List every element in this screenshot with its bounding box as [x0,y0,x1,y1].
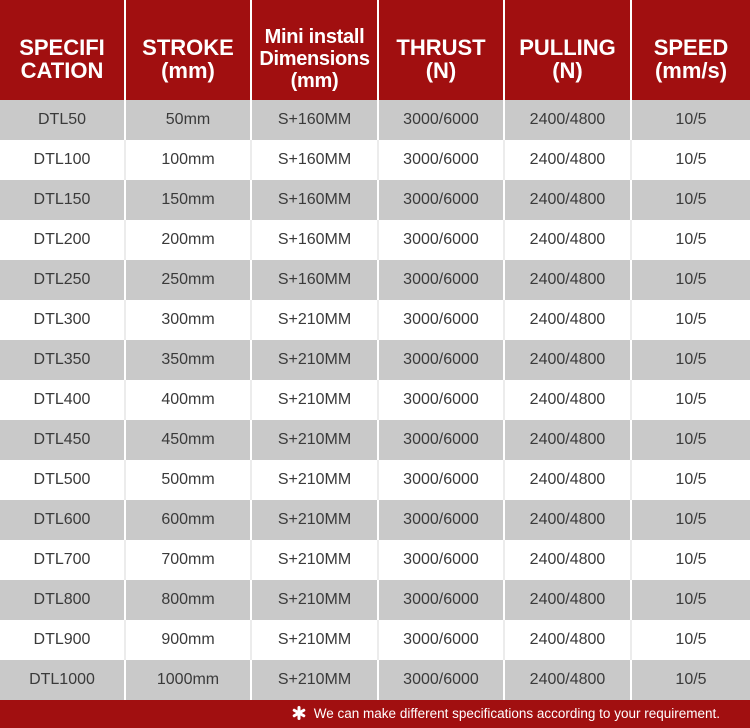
cell-pulling: 2400/4800 [503,140,630,180]
cell-thrust: 3000/6000 [377,180,503,220]
cell-specification: DTL350 [33,351,91,368]
cell-pulling: 2400/4800 [503,420,630,460]
cell-pulling: 2400/4800 [503,100,630,140]
cell-thrust: 3000/6000 [377,340,503,380]
header-line: SPEED [653,35,729,60]
cell-stroke: 700mm [124,540,250,580]
header-line: (N) [425,58,457,83]
cell-stroke: 1000mm [124,660,250,700]
asterisk-icon [292,706,306,720]
cell-speed: 10/5 [630,500,750,540]
table-row [0,500,750,540]
cell-stroke: 100mm [124,140,250,180]
cell-specification: DTL100 [33,151,91,168]
table-row [0,340,750,380]
cell-pulling: 2400/4800 [503,540,630,580]
cell-specification: DTL150 [33,191,91,208]
cell-install-dimensions: S+210MM [250,580,377,620]
cell-pulling: 2400/4800 [503,660,630,700]
cell-speed: 10/5 [630,580,750,620]
cell-pulling: 2400/4800 [503,300,630,340]
cell-stroke: 600mm [124,500,250,540]
cell-speed: 10/5 [630,100,750,140]
header-line: (mm/s) [654,58,728,83]
cell-install-dimensions: S+210MM [250,420,377,460]
header-stroke [124,0,250,100]
header-line: (N) [552,58,583,83]
cell-thrust: 3000/6000 [377,620,503,660]
cell-install-dimensions: S+210MM [250,340,377,380]
header-line: Dimensions [259,48,370,70]
cell-specification: DTL400 [33,391,91,408]
cell-speed: 10/5 [630,540,750,580]
cell-speed: 10/5 [630,660,750,700]
cell-speed: 10/5 [630,140,750,180]
cell-pulling: 2400/4800 [503,180,630,220]
table-row [0,580,750,620]
header-line: THRUST [396,35,486,60]
table-row [0,220,750,260]
footer-note [0,700,750,728]
cell-speed: 10/5 [630,340,750,380]
cell-install-dimensions: S+210MM [250,620,377,660]
cell-stroke: 50mm [124,100,250,140]
header-line: PULLING [519,35,616,60]
cell-stroke: 400mm [124,380,250,420]
table-row [0,660,750,700]
cell-stroke: 200mm [124,220,250,260]
cell-thrust: 3000/6000 [377,300,503,340]
cell-specification: DTL450 [33,431,91,448]
cell-specification: DTL50 [37,111,87,128]
header-install-dimensions [250,0,377,100]
footer-note-text: We can make different specifications according to your requirement. [313,705,720,721]
table-row [0,460,750,500]
cell-stroke: 500mm [124,460,250,500]
cell-install-dimensions: S+210MM [250,660,377,700]
cell-stroke: 350mm [124,340,250,380]
table-row [0,180,750,220]
cell-pulling: 2400/4800 [503,500,630,540]
cell-install-dimensions: S+210MM [250,300,377,340]
header-line: CATION [20,58,104,83]
cell-stroke: 900mm [124,620,250,660]
header-speed [630,0,750,100]
cell-pulling: 2400/4800 [503,460,630,500]
table-row [0,140,750,180]
cell-install-dimensions: S+160MM [250,220,377,260]
header-thrust [377,0,503,100]
cell-specification: DTL200 [33,231,91,248]
cell-speed: 10/5 [630,460,750,500]
header-pulling [503,0,630,100]
cell-thrust: 3000/6000 [377,140,503,180]
table-row [0,380,750,420]
cell-install-dimensions: S+160MM [250,140,377,180]
cell-pulling: 2400/4800 [503,340,630,380]
cell-thrust: 3000/6000 [377,660,503,700]
cell-speed: 10/5 [630,420,750,460]
table-body [0,100,750,700]
cell-speed: 10/5 [630,620,750,660]
cell-speed: 10/5 [630,300,750,340]
cell-thrust: 3000/6000 [377,500,503,540]
header-specification [0,0,124,100]
cell-thrust: 3000/6000 [377,540,503,580]
cell-thrust: 3000/6000 [377,100,503,140]
cell-speed: 10/5 [630,180,750,220]
cell-specification: DTL300 [33,311,91,328]
cell-install-dimensions: S+160MM [250,100,377,140]
header-line: STROKE [142,35,234,60]
cell-install-dimensions: S+210MM [250,380,377,420]
table-row [0,540,750,580]
cell-pulling: 2400/4800 [503,380,630,420]
cell-specification: DTL900 [33,631,91,648]
cell-specification: DTL500 [33,471,91,488]
cell-pulling: 2400/4800 [503,580,630,620]
cell-stroke: 250mm [124,260,250,300]
cell-pulling: 2400/4800 [503,260,630,300]
table-row [0,300,750,340]
cell-pulling: 2400/4800 [503,220,630,260]
table-row [0,260,750,300]
table-row [0,100,750,140]
cell-stroke: 300mm [124,300,250,340]
cell-thrust: 3000/6000 [377,220,503,260]
cell-specification: DTL600 [33,511,91,528]
cell-install-dimensions: S+160MM [250,260,377,300]
cell-thrust: 3000/6000 [377,380,503,420]
cell-thrust: 3000/6000 [377,260,503,300]
cell-pulling: 2400/4800 [503,620,630,660]
cell-install-dimensions: S+210MM [250,500,377,540]
table-row [0,620,750,660]
cell-specification: DTL800 [33,591,91,608]
cell-stroke: 450mm [124,420,250,460]
cell-specification: DTL250 [33,271,91,288]
cell-stroke: 800mm [124,580,250,620]
cell-thrust: 3000/6000 [377,580,503,620]
cell-install-dimensions: S+210MM [250,540,377,580]
cell-speed: 10/5 [630,380,750,420]
cell-stroke: 150mm [124,180,250,220]
header-line: SPECIFI [19,35,105,60]
cell-install-dimensions: S+210MM [250,460,377,500]
header-line: (mm) [290,70,339,92]
header-line: Mini install [264,26,365,48]
header-line: (mm) [161,58,215,83]
cell-thrust: 3000/6000 [377,460,503,500]
table-header-row [0,0,750,100]
cell-specification: DTL700 [33,551,91,568]
cell-speed: 10/5 [630,220,750,260]
cell-install-dimensions: S+160MM [250,180,377,220]
cell-specification: DTL1000 [29,671,95,688]
table-row [0,420,750,460]
cell-thrust: 3000/6000 [377,420,503,460]
cell-speed: 10/5 [630,260,750,300]
